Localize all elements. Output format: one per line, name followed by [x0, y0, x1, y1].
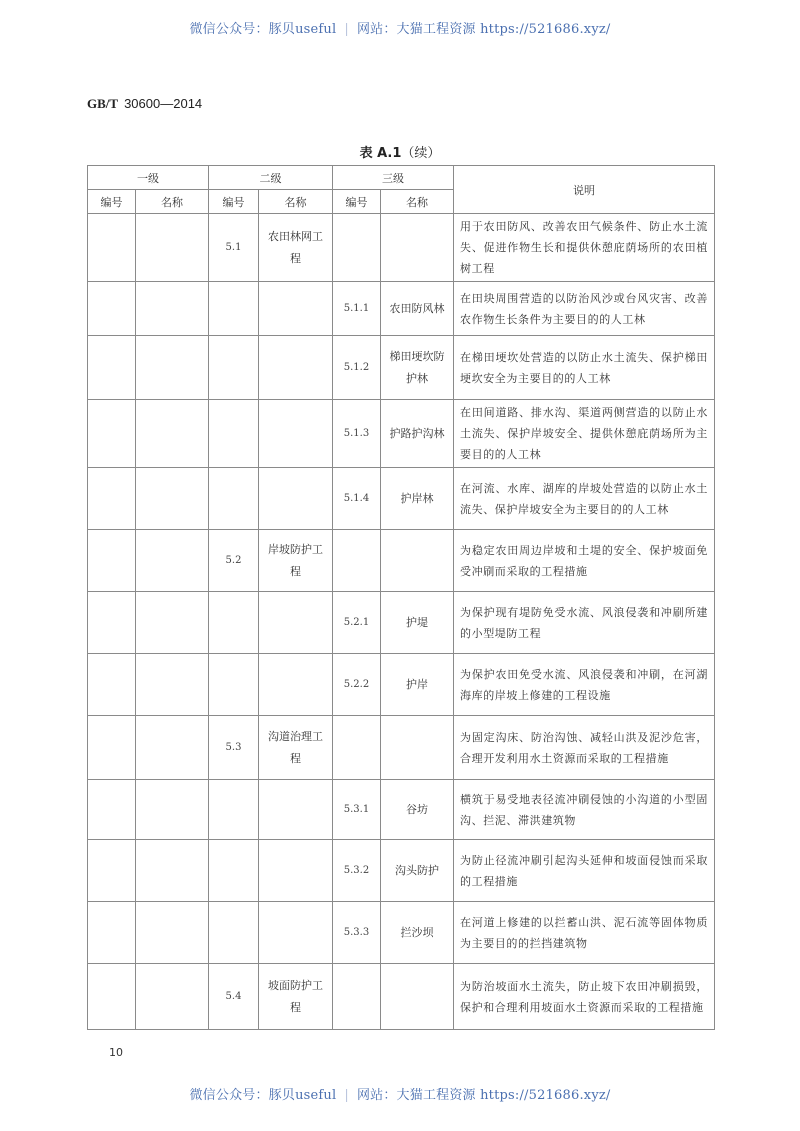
level-3-name-cell: 护路护沟林 [381, 400, 454, 468]
level-2-name-cell: 坡面防护工程 [259, 964, 333, 1030]
level-2-name-cell [259, 780, 333, 840]
level-3-code-cell: 5.3.2 [333, 840, 381, 902]
level-3-name-cell: 护堤 [381, 592, 454, 654]
description-cell: 为防治坡面水土流失，防止坡下农田冲刷损毁，保护和合理利用坡面水土资源而采取的工程措施 [454, 964, 715, 1030]
level-3-code-cell: 5.1.1 [333, 282, 381, 336]
table-row [88, 530, 715, 592]
classification-table [87, 165, 715, 1030]
level-1-code-cell [88, 530, 136, 592]
level-1-code-cell [88, 336, 136, 400]
description-cell: 为保护农田免受水流、风浪侵袭和冲刷，在河湖海库的岸坡上修建的工程设施 [454, 654, 715, 716]
level-2-name-cell [259, 468, 333, 530]
level-2-code-cell: 5.4 [209, 964, 259, 1030]
level-3-code-cell [333, 530, 381, 592]
level-1-code-cell [88, 964, 136, 1030]
description-cell: 横筑于易受地表径流冲刷侵蚀的小沟道的小型固沟、拦泥、滞洪建筑物 [454, 780, 715, 840]
header-l2-name: 名称 [259, 190, 333, 214]
description-cell: 用于农田防风、改善农田气候条件、防止水土流失、促进作物生长和提供休憩庇荫场所的农田植树工程 [454, 214, 715, 282]
level-3-name-cell [381, 716, 454, 780]
level-1-name-cell [136, 468, 209, 530]
description-cell: 在梯田埂坎处营造的以防止水土流失、保护梯田埂坎安全为主要目的的人工林 [454, 336, 715, 400]
table-row [88, 840, 715, 902]
level-1-code-cell [88, 840, 136, 902]
level-1-name-cell [136, 902, 209, 964]
table-group-header-row [88, 166, 715, 190]
level-2-code-cell: 5.2 [209, 530, 259, 592]
level-3-name-cell: 拦沙坝 [381, 902, 454, 964]
description-cell: 在田间道路、排水沟、渠道两侧营造的以防止水土流失、保护岸坡安全、提供休憩庇荫场所为主要目的的人工林 [454, 400, 715, 468]
header-l3-code: 编号 [333, 190, 381, 214]
level-3-code-cell: 5.1.3 [333, 400, 381, 468]
level-1-code-cell [88, 592, 136, 654]
level-1-code-cell [88, 654, 136, 716]
header-level-2: 二级 [209, 166, 333, 190]
description-cell: 在河流、水库、湖库的岸坡处营造的以防止水土流失、保护岸坡安全为主要目的的人工林 [454, 468, 715, 530]
watermark-website-text: 网站：大猫工程资源 https://521686.xyz/ [356, 1088, 611, 1103]
level-2-name-cell [259, 282, 333, 336]
level-3-code-cell: 5.2.2 [333, 654, 381, 716]
table-row [88, 654, 715, 716]
level-1-name-cell [136, 336, 209, 400]
table-row [88, 592, 715, 654]
level-2-code-cell [209, 780, 259, 840]
standard-code-header [87, 96, 202, 112]
description-cell: 为防止径流冲刷引起沟头延伸和坡面侵蚀而采取的工程措施 [454, 840, 715, 902]
level-2-name-cell [259, 336, 333, 400]
level-3-name-cell [381, 214, 454, 282]
level-2-name-cell: 岸坡防护工程 [259, 530, 333, 592]
level-3-name-cell: 农田防风林 [381, 282, 454, 336]
level-3-name-cell [381, 964, 454, 1030]
header-l3-name: 名称 [381, 190, 454, 214]
table-caption-title: 表 A.1 [359, 146, 402, 161]
watermark-wechat-text: 微信公众号：豚贝useful [189, 1088, 337, 1103]
level-2-name-cell: 沟道治理工程 [259, 716, 333, 780]
level-1-name-cell [136, 840, 209, 902]
level-3-name-cell: 护岸 [381, 654, 454, 716]
level-1-name-cell [136, 780, 209, 840]
level-2-code-cell [209, 654, 259, 716]
level-3-code-cell: 5.1.2 [333, 336, 381, 400]
level-1-name-cell [136, 530, 209, 592]
level-1-code-cell [88, 902, 136, 964]
level-3-name-cell: 梯田埂坎防护林 [381, 336, 454, 400]
level-3-code-cell [333, 964, 381, 1030]
level-1-name-cell [136, 592, 209, 654]
level-3-code-cell: 5.1.4 [333, 468, 381, 530]
table-row [88, 468, 715, 530]
level-3-name-cell [381, 530, 454, 592]
header-level-1: 一级 [88, 166, 209, 190]
level-1-name-cell [136, 282, 209, 336]
level-1-name-cell [136, 716, 209, 780]
watermark-wechat-text: 微信公众号：豚贝useful [189, 22, 337, 37]
level-3-name-cell: 护岸林 [381, 468, 454, 530]
level-2-code-cell: 5.3 [209, 716, 259, 780]
header-description: 说明 [454, 166, 715, 214]
table-row [88, 336, 715, 400]
level-2-name-cell [259, 654, 333, 716]
table-row [88, 902, 715, 964]
level-2-code-cell [209, 336, 259, 400]
level-1-code-cell [88, 400, 136, 468]
table-row [88, 716, 715, 780]
header-level-3: 三级 [333, 166, 454, 190]
table-caption [0, 142, 800, 161]
description-cell: 为固定沟床、防治沟蚀、减轻山洪及泥沙危害，合理开发利用水土资源而采取的工程措施 [454, 716, 715, 780]
level-2-code-cell [209, 902, 259, 964]
level-1-name-cell [136, 654, 209, 716]
watermark-bottom [0, 1084, 800, 1103]
level-2-code-cell [209, 400, 259, 468]
header-l1-name: 名称 [136, 190, 209, 214]
watermark-separator: | [344, 22, 349, 37]
header-l1-code: 编号 [88, 190, 136, 214]
watermark-separator: | [344, 1088, 349, 1103]
level-3-code-cell: 5.2.1 [333, 592, 381, 654]
level-1-code-cell [88, 716, 136, 780]
description-cell: 为稳定农田周边岸坡和土堤的安全、保护坡面免受冲刷而采取的工程措施 [454, 530, 715, 592]
level-3-name-cell: 沟头防护 [381, 840, 454, 902]
level-2-code-cell [209, 592, 259, 654]
level-3-code-cell: 5.3.1 [333, 780, 381, 840]
level-2-name-cell [259, 840, 333, 902]
level-3-code-cell [333, 214, 381, 282]
table-row [88, 780, 715, 840]
table-row [88, 400, 715, 468]
level-2-name-cell [259, 400, 333, 468]
level-1-name-cell [136, 214, 209, 282]
level-1-name-cell [136, 400, 209, 468]
level-2-name-cell [259, 902, 333, 964]
standard-prefix: GB/T [87, 96, 119, 111]
level-2-code-cell: 5.1 [209, 214, 259, 282]
level-2-name-cell: 农田林网工程 [259, 214, 333, 282]
level-1-name-cell [136, 964, 209, 1030]
level-1-code-cell [88, 780, 136, 840]
level-3-code-cell: 5.3.3 [333, 902, 381, 964]
level-2-name-cell [259, 592, 333, 654]
description-cell: 在田块周围营造的以防治风沙或台风灾害、改善农作物生长条件为主要目的的人工林 [454, 282, 715, 336]
watermark-website-text: 网站：大猫工程资源 https://521686.xyz/ [356, 22, 611, 37]
table-row [88, 964, 715, 1030]
level-2-code-cell [209, 840, 259, 902]
description-cell: 为保护现有堤防免受水流、风浪侵袭和冲刷所建的小型堤防工程 [454, 592, 715, 654]
description-cell: 在河道上修建的以拦蓄山洪、泥石流等固体物质为主要目的的拦挡建筑物 [454, 902, 715, 964]
table-caption-continued: （续） [401, 146, 441, 161]
watermark-top [0, 18, 800, 37]
level-1-code-cell [88, 468, 136, 530]
standard-number: 30600—2014 [124, 96, 203, 111]
table-row [88, 214, 715, 282]
level-3-name-cell: 谷坊 [381, 780, 454, 840]
table-row [88, 282, 715, 336]
level-3-code-cell [333, 716, 381, 780]
header-l2-code: 编号 [209, 190, 259, 214]
level-1-code-cell [88, 282, 136, 336]
level-2-code-cell [209, 282, 259, 336]
level-1-code-cell [88, 214, 136, 282]
page-number: 10 [109, 1046, 123, 1059]
level-2-code-cell [209, 468, 259, 530]
table-body [88, 214, 715, 1030]
